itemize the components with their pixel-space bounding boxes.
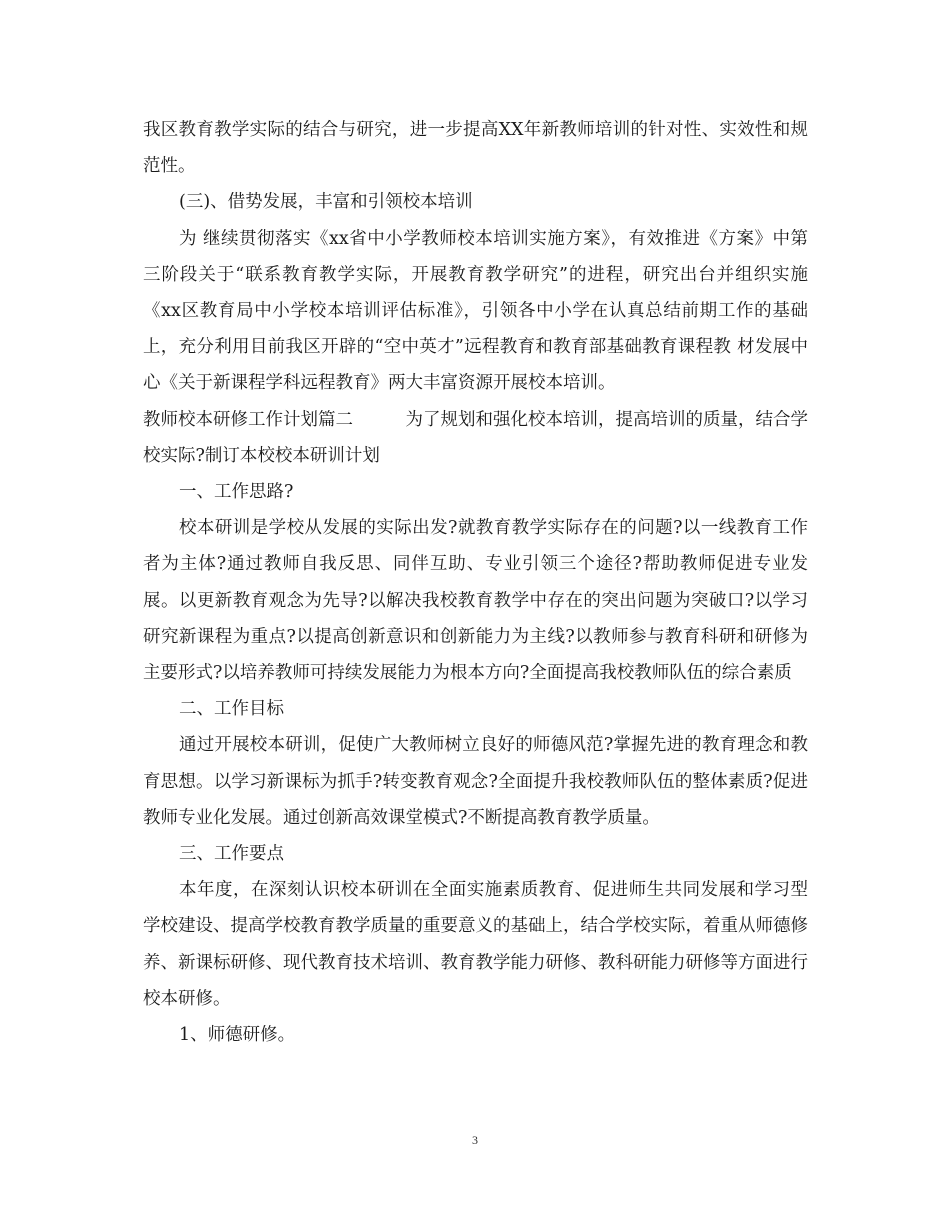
paragraph: 我区教育教学实际的结合与研究，进一步提高XX年新教师培训的针对性、实效性和规范性。 <box>143 120 808 177</box>
document-body <box>143 112 808 1053</box>
paragraph: 通过开展校本研训，促使广大教师树立良好的师德风范?掌握先进的教育理念和教育思想。以学习新课标为抓手?转变教育观念?全面提升我校教师队伍的整体素质?促进教师专业化发展。通过创新高效课堂模式?不断提高教育教学质量。 <box>143 735 808 828</box>
page-number: 3 <box>472 1133 478 1147</box>
section-heading: 一、工作思路? <box>179 482 294 503</box>
paragraph: 校本研训是学校从发展的实际出发?就教育教学实际存在的问题?以一线教育工作者为主体?通过教师自我反思、同伴互助、专业引领三个途径?帮助教师促进专业发展。以更新教育观念为先导?以解决我校教育教学中存在的突出问题为突破口?以学习研究新课程为重点?以提高创新意识和创新能力为主线?以教师参与教育科研和研修为主要形式?以培养教师可持续发展能力为根本方向?全面提高我校教师队伍的综合素质 <box>143 518 808 684</box>
section-heading: 三、工作要点 <box>179 844 284 865</box>
paragraph: 教师校本研修工作计划篇二 为了规划和强化校本培训，提高培训的质量，结合学校实际?制订本校校本研训计划 <box>143 409 808 466</box>
section-heading: 二、工作目标 <box>179 699 284 720</box>
section-heading: (三)、借势发展，丰富和引领校本培训 <box>179 192 473 213</box>
paragraph: 为 继续贯彻落实《xx省中小学教师校本培训实施方案》，有效推进《方案》中第三阶段关于“联系教育教学实际，开展教育教学研究”的进程，研究出台并组织实施 《xx区教育局中小学校本培训评估标准》，引领各中小学在认真总结前期工作的基础上，充分利用目前我区开辟的“空中英才”远程教育和教育部基础教育课程教 材发展中心《关于新课程学科远程教育》两大丰富资源开展校本培训。 <box>143 228 808 394</box>
paragraph: 本年度，在深刻认识校本研训在全面实施素质教育、促进师生共同发展和学习型学校建设、提高学校教育教学质量的重要意义的基础上，结合学校实际，着重从师德修养、新课标研修、现代教育技术培训、教育教学能力研修、教科研能力研修等方面进行校本研修。 <box>143 880 808 1009</box>
section-heading: 1、师德研修。 <box>179 1025 296 1046</box>
